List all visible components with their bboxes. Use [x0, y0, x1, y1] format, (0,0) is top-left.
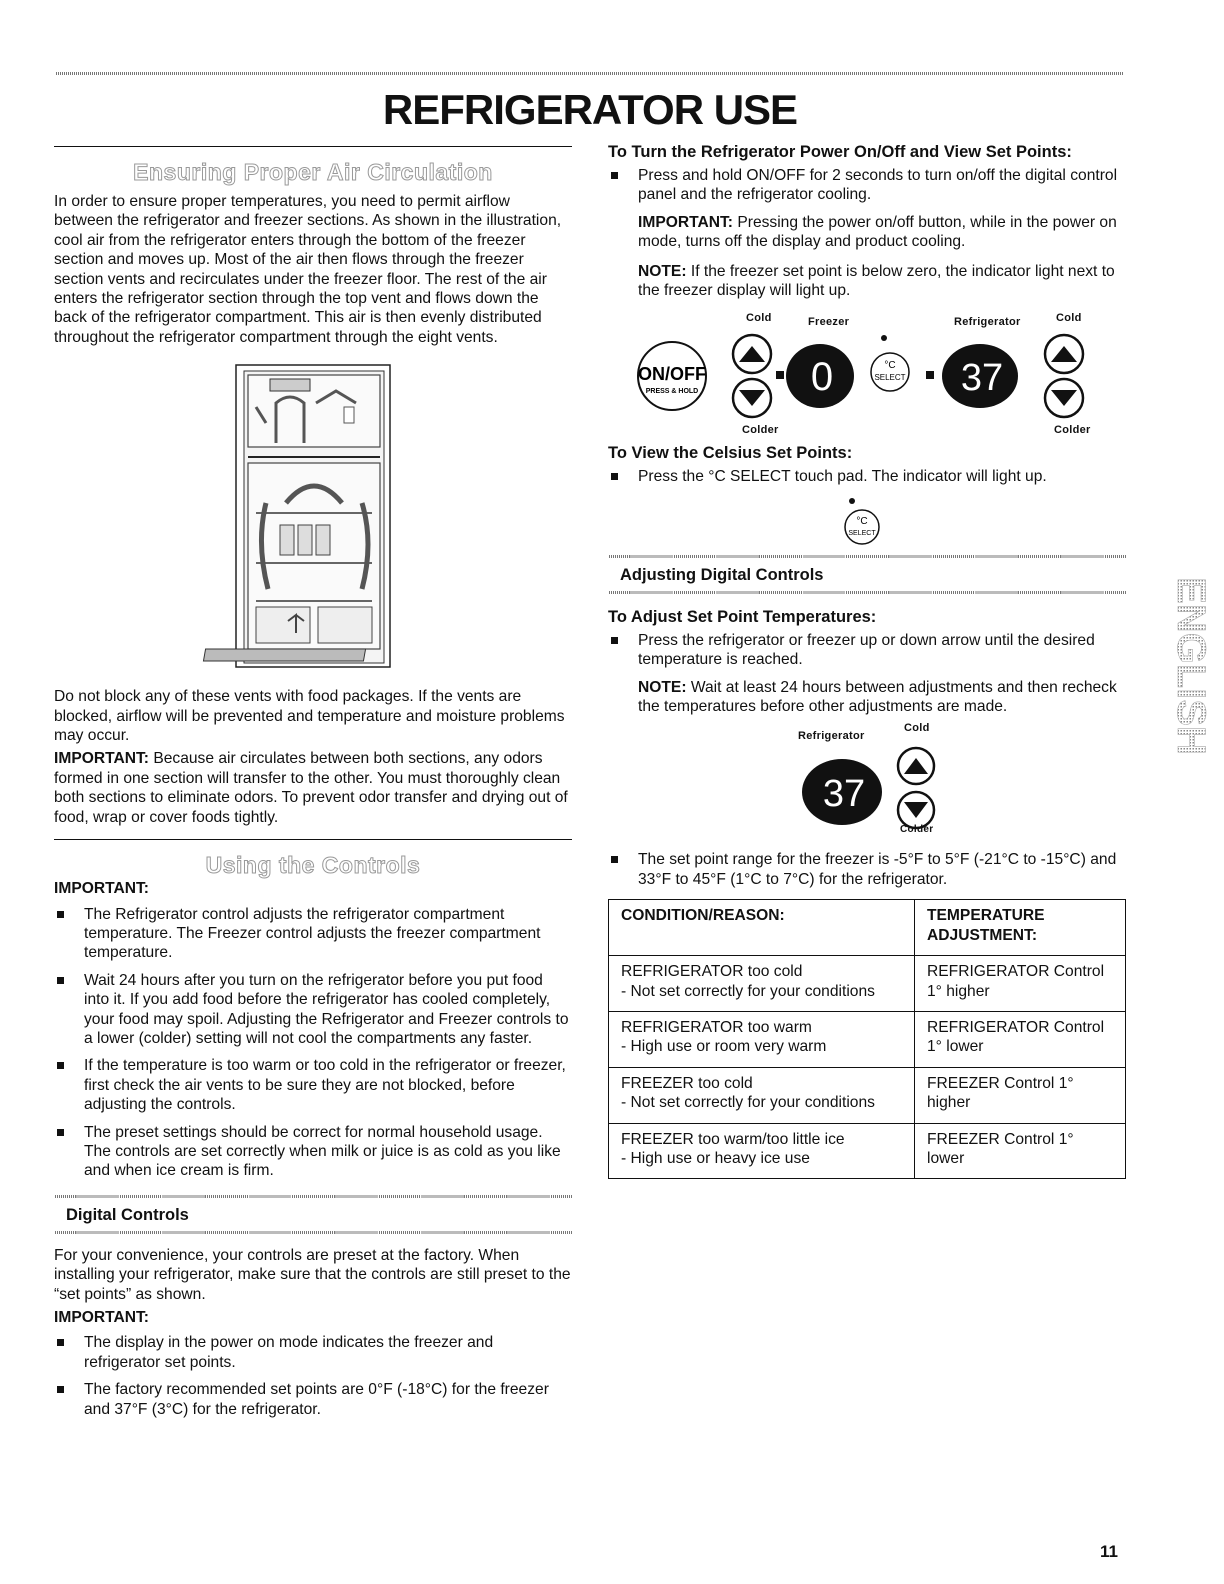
important-text: Pressing the power on/off button, while in the power on mode, turns off the display and product cooling.: [638, 213, 1117, 251]
table-header-cell: TEMPERATURE ADJUSTMENT:: [915, 900, 1126, 956]
adjust-list: [608, 631, 1126, 670]
list-item: Wait 24 hours after you turn on the refrigerator before you put food into it. If you add food before the refrigerator has cooled completely, your food may spoil. Adjusting the Refrigerator and Freezer controls to a lower (colder) setting will not cool the compartments any faster.: [54, 971, 572, 1049]
table-header-cell: CONDITION/REASON:: [609, 900, 915, 956]
using-controls-important: IMPORTANT:: [54, 880, 149, 898]
control-panel-diagram: [636, 312, 1106, 436]
refrigerator-down-arrow-button[interactable]: [1045, 379, 1083, 417]
important-label: IMPORTANT:: [638, 213, 733, 231]
page-number: 11: [1100, 1542, 1118, 1561]
list-item: Press the °C SELECT touch pad. The indicator will light up.: [608, 467, 1126, 486]
table-cell: [609, 1123, 915, 1179]
digital-controls-heading: Digital Controls: [54, 1195, 572, 1234]
celsius-heading: To View the Celsius Set Points:: [608, 444, 853, 463]
top-dotted-rule: [56, 72, 1124, 75]
english-tab-graphic: [1152, 566, 1213, 766]
important-label: IMPORTANT:: [54, 750, 149, 768]
table-cell: [609, 956, 915, 1012]
refrigerator-label: Refrigerator: [954, 316, 1021, 329]
reason: - High use or heavy ice use: [621, 1149, 810, 1167]
air-circulation-heading: Ensuring Proper Air Circulation: [133, 159, 493, 185]
note-label: NOTE:: [638, 678, 687, 696]
list-item: Press and hold ON/OFF for 2 seconds to turn on/off the digital control panel and the refrigerator cooling.: [608, 166, 1126, 205]
table-row: [609, 956, 1126, 1012]
page-title: REFRIGERATOR USE: [382, 86, 798, 133]
list-item: The set point range for the freezer is -5°F to 5°F (-21°C to -15°C) and 33°F to 45°F (1°C to 7°C) for the refrigerator.: [608, 850, 1126, 889]
select-label: SELECT: [874, 373, 906, 383]
freezer-colder-label: Colder: [742, 424, 779, 437]
refrigerator-control-graphic: [788, 742, 948, 832]
table-cell: REFRIGERATOR Control 1° higher: [915, 956, 1126, 1012]
power-list: [608, 166, 1126, 205]
celsius-select-button[interactable]: [871, 335, 909, 391]
digital-controls-important: IMPORTANT:: [54, 1309, 149, 1326]
range-list: [608, 850, 1126, 889]
refrigerator-display-value: 37: [822, 773, 866, 816]
condition: FREEZER too warm/too little ice: [621, 1130, 845, 1148]
table-row: [609, 1123, 1126, 1179]
freezer-display-value: 0: [810, 355, 834, 400]
refrigerator-indicator-light: [926, 371, 934, 379]
power-heading: To Turn the Refrigerator Power On/Off and View Set Points:: [608, 143, 1072, 161]
list-item: Press the refrigerator or freezer up or down arrow until the desired temperature is reached.: [608, 631, 1126, 670]
table-row: [609, 1011, 1126, 1067]
select-icon-label: SELECT: [848, 529, 876, 537]
table-cell: REFRIGERATOR Control 1° lower: [915, 1011, 1126, 1067]
freezer-down-arrow-button[interactable]: [733, 379, 771, 417]
table-cell: FREEZER Control 1° higher: [915, 1067, 1126, 1123]
important-text: Because air circulates between both sections, any odors formed in one section will transfer to the other. You must thoroughly clean both sections to eliminate odors. To prevent odor transfer and drying out of food, wrap or cover foods tightly.: [54, 750, 568, 826]
reason: - Not set correctly for your conditions: [621, 1094, 875, 1112]
list-item: The display in the power on mode indicates the freezer and refrigerator set points.: [54, 1333, 572, 1372]
press-hold-label: PRESS & HOLD: [645, 388, 699, 396]
table-cell: [609, 1067, 915, 1123]
onoff-button[interactable]: [638, 342, 706, 410]
refrigerator-colder-label: Colder: [1054, 424, 1091, 437]
power-note: [608, 262, 1126, 301]
refrigerator-cold-label: Cold: [1056, 312, 1082, 325]
digital-controls-intro: For your convenience, your controls are preset at the factory. When installing your refrigerator, make sure that the controls are still preset to the “set points” as shown.: [54, 1246, 571, 1303]
power-important: [608, 213, 1126, 252]
celsius-list: [608, 467, 1126, 486]
adjust-set-point-heading: To Adjust Set Point Temperatures:: [608, 607, 877, 626]
reason: - Not set correctly for your conditions: [621, 982, 875, 1000]
refrigerator-label: Refrigerator: [798, 730, 865, 743]
condition: FREEZER too cold: [621, 1074, 753, 1092]
table-cell: [609, 1011, 915, 1067]
celsius-icon-label: °C: [856, 515, 868, 527]
note-text: Wait at least 24 hours between adjustments and then recheck the temperatures before other adjustments are made.: [638, 678, 1117, 716]
using-controls-list: [54, 905, 572, 1181]
left-column: [54, 146, 572, 1427]
adjustment-table: [608, 899, 1126, 1179]
refrigerator-display: [942, 344, 1018, 408]
refrigerator-display-value: 37: [960, 357, 1004, 400]
celsius-select-icon: [838, 495, 898, 547]
freezer-indicator-light: [776, 371, 784, 379]
adjusting-digital-controls-heading: Adjusting Digital Controls: [608, 555, 1126, 594]
english-tab-label: ENGLISH: [1169, 577, 1213, 755]
section-rule: [54, 839, 572, 840]
english-side-tab: [1152, 566, 1213, 766]
reason: - High use or room very warm: [621, 1038, 827, 1056]
airflow-illustration: [226, 363, 424, 673]
freezer-display: [786, 344, 854, 408]
note-text: If the freezer set point is below zero, the indicator light next to the freezer display will light up.: [638, 262, 1115, 300]
list-item: The preset settings should be correct for normal household usage. The controls are set correctly when milk or juice is as cold as you like and when ice cream is firm.: [54, 1123, 572, 1181]
refrigerator-down-arrow-button[interactable]: [898, 792, 934, 828]
list-item: The factory recommended set points are 0°F (-18°C) for the freezer and 37°F (3°C) for the refrigerator.: [54, 1380, 572, 1419]
table-row: [609, 1067, 1126, 1123]
air-circulation-important: [54, 749, 572, 827]
vent-warning: Do not block any of these vents with food packages. If the vents are blocked, airflow will be prevented and temperature and moisture problems may occur.: [54, 688, 565, 745]
freezer-up-arrow-button[interactable]: [733, 335, 771, 373]
right-column: [608, 143, 1126, 1179]
digital-controls-list: [54, 1333, 572, 1419]
section-rule: [54, 146, 572, 147]
refrigerator-control-diagram: [788, 720, 988, 840]
control-panel-graphic: [636, 330, 1106, 426]
refrigerator-up-arrow-button[interactable]: [898, 748, 934, 784]
refrigerator-colder-label: Colder: [900, 824, 934, 836]
using-controls-heading: Using the Controls: [205, 852, 421, 879]
celsius-label: °C: [884, 360, 896, 372]
refrigerator-up-arrow-button[interactable]: [1045, 335, 1083, 373]
condition: REFRIGERATOR too warm: [621, 1018, 812, 1036]
refrigerator-airflow-diagram: [226, 363, 424, 673]
list-item: If the temperature is too warm or too cold in the refrigerator or freezer, first check the air vents to be sure they are not blocked, before adjusting the controls.: [54, 1056, 572, 1114]
adjust-note: [608, 678, 1126, 717]
table-header: [609, 900, 1126, 956]
refrigerator-cold-label: Cold: [904, 722, 930, 735]
note-label: NOTE:: [638, 262, 687, 280]
condition: REFRIGERATOR too cold: [621, 963, 803, 981]
list-item: The Refrigerator control adjusts the refrigerator compartment temperature. The Freezer control adjusts the freezer compartment temperature.: [54, 905, 572, 963]
onoff-label: ON/OFF: [638, 364, 706, 385]
air-circulation-intro: In order to ensure proper temperatures, you need to permit airflow between the refrigerator and freezer sections. As shown in the illustration, cool air from the refrigerator enters through the bottom of the freezer section and moves up. Most of the air then flows through the freezer section vents and recirculates under the freezer floor. The rest of the air enters the refrigerator section through the top vent and flows down the back of the refrigerator compartment. This air is then evenly distributed throughout the refrigerator compartment through the eight vents.: [54, 193, 562, 346]
freezer-label: Freezer: [808, 316, 850, 329]
freezer-cold-label: Cold: [746, 312, 772, 325]
table-cell: FREEZER Control 1° lower: [915, 1123, 1126, 1179]
